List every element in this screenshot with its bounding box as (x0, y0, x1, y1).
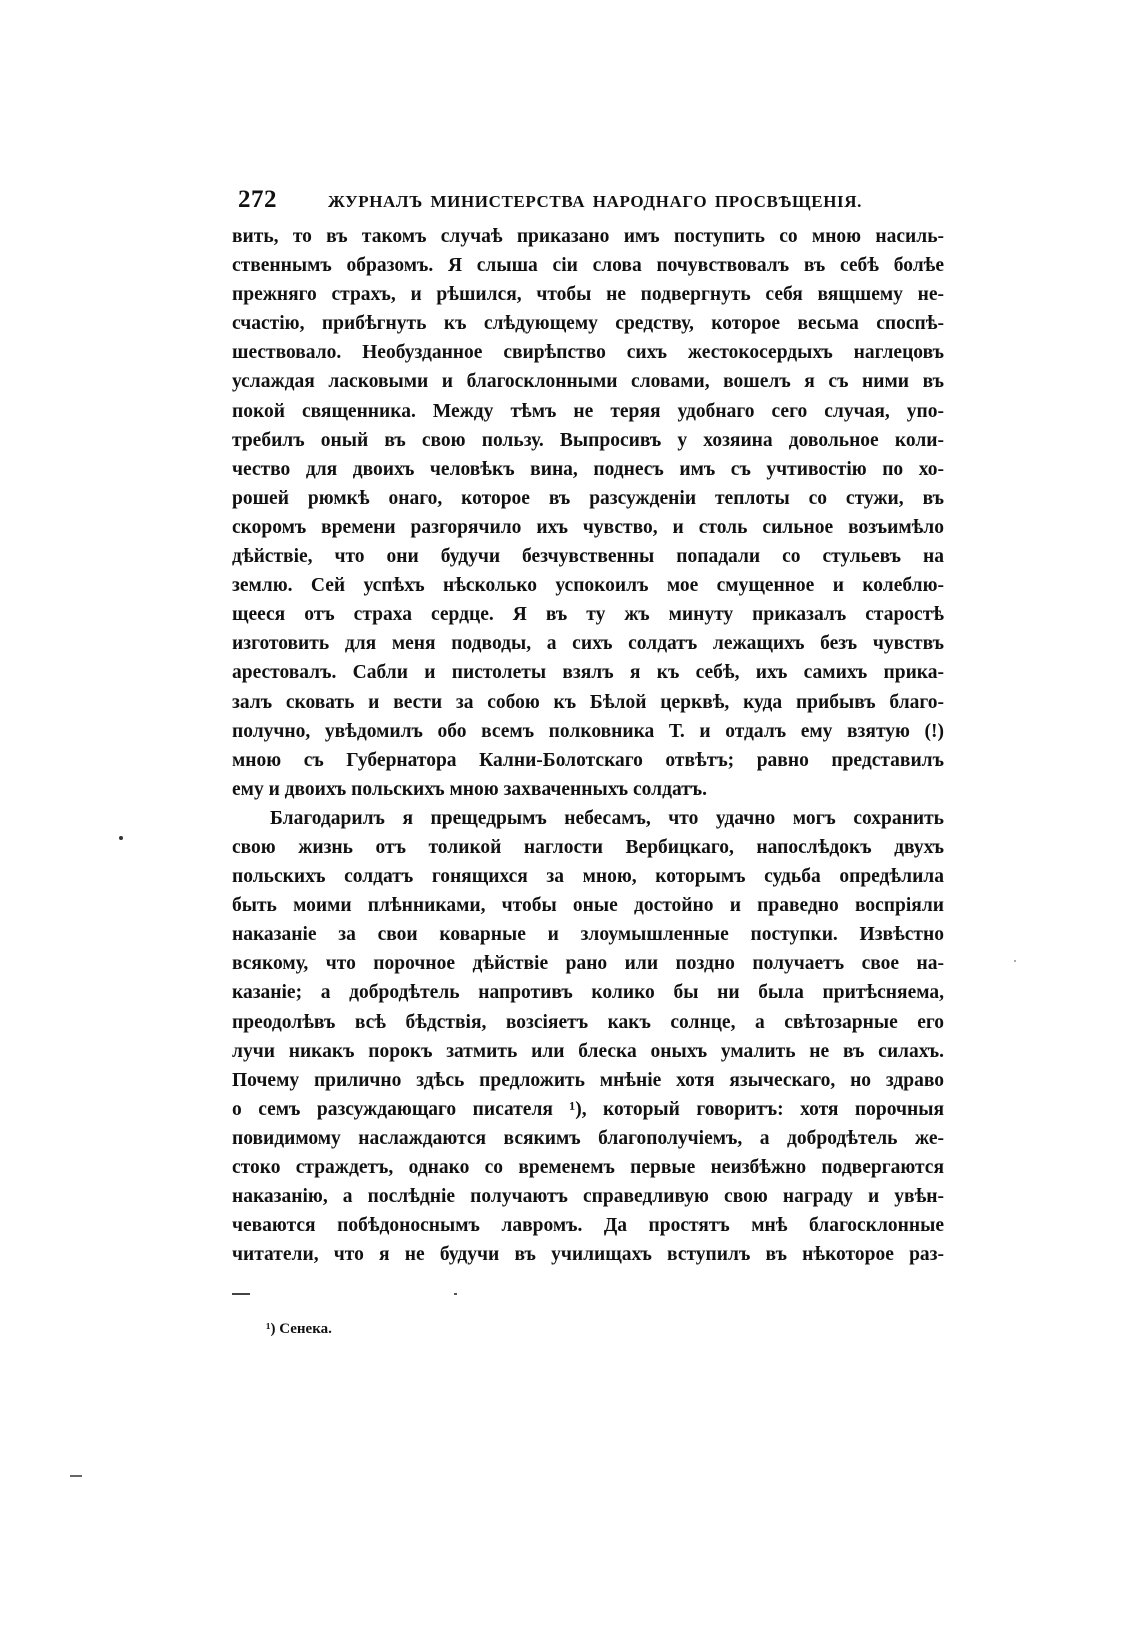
text-line: чество для двоихъ человѣкъ вина, поднесъ имъ съ учтивостію по хо- (232, 458, 944, 480)
text-line: покой священника. Между тѣмъ не теряя удобнаго сего случая, упо- (232, 400, 944, 422)
text-line: землю. Сей успѣхъ нѣсколько успокоилъ мое смущенное и колеблю- (232, 575, 944, 597)
text-line: наказаніе за свои коварные и злоумышленные поступки. Извѣстно (232, 924, 944, 946)
text-line: требилъ оный въ свою пользу. Выпросивъ у хозяина довольное коли- (232, 429, 944, 451)
page-number: 272 (238, 186, 277, 213)
text-line: всякому, что порочное дѣйствіе рано или поздно получаетъ свое на- (232, 953, 944, 975)
page-header (238, 186, 870, 220)
text-line: щееся отъ страха сердце. Я въ ту жъ минуту приказалъ старостѣ (232, 604, 944, 626)
footnote-separator (232, 1293, 250, 1295)
text-line: залъ сковать и вести за собою къ Бѣлой церквѣ, куда прибывъ благо- (232, 691, 944, 713)
text-line: арестовалъ. Сабли и пистолеты взялъ я къ себѣ, ихъ самихъ прика- (232, 662, 944, 684)
text-line: изготовить для меня подводы, а сихъ солдатъ лежащихъ безъ чувствъ (232, 633, 944, 655)
text-line: читатели, что я не будучи въ училищахъ вступилъ въ нѣкоторое раз- (232, 1244, 944, 1266)
footnote: ¹) Сенека. (266, 1321, 332, 1337)
text-line: казаніе; а добродѣтель напротивъ колико бы ни была притѣсняема, (232, 982, 944, 1004)
text-line: Почему прилично здѣсь предложить мнѣніе хотя языческаго, но здраво (232, 1069, 944, 1091)
text-line: о семъ разсуждающаго писателя ¹), который говоритъ: хотя порочныя (232, 1098, 944, 1120)
text-line: счастію, прибѣгнуть къ слѣдующему средству, которое весьма споспѣ- (232, 313, 944, 335)
text-line: Благодарилъ я прещедрымъ небесамъ, что удачно могъ сохранить (270, 807, 944, 829)
text-line: наказанію, а послѣдніе получаютъ справедливую свою награду и увѣн- (232, 1186, 944, 1208)
text-line: повидимому наслаждаются всякимъ благополучіемъ, а добродѣтель же- (232, 1127, 944, 1149)
text-line: рошей рюмкѣ онаго, которое въ разсужденіи теплоты со стужи, въ (232, 487, 944, 509)
body-text (232, 222, 944, 1269)
running-title: ЖУРНАЛЪ МИНИСТЕРСТВА НАРОДНАГО ПРОСВѢЩЕНІЯ. (328, 192, 862, 211)
text-line: скоромъ времени разгорячило ихъ чувство, и столь сильное возъимѣло (232, 516, 944, 538)
scan-speck (119, 836, 123, 840)
text-line: польскихъ солдатъ гонящихся за мною, которымъ судьба опредѣлила (232, 866, 944, 888)
text-line: ственнымъ образомъ. Я слыша сіи слова почувствовалъ въ себѣ болѣе (232, 255, 944, 277)
text-line: шествовало. Необузданное свирѣпство сихъ жестокосердыхъ наглецовъ (232, 342, 944, 364)
text-line: стоко страждетъ, однако со временемъ первые неизбѣжно подвергаются (232, 1157, 944, 1178)
text-line: прежняго страхъ, и рѣшился, чтобы не подвергнуть себя вящшему не- (232, 284, 944, 306)
text-line: чеваются побѣдоноснымъ лавромъ. Да простятъ мнѣ благосклонные (232, 1215, 944, 1237)
text-line: ему и двоихъ польскихъ мною захваченныхъ солдатъ. (232, 778, 708, 800)
text-line: получно, увѣдомилъ обо всемъ полковника Т. и отдалъ ему взятую (!) (232, 720, 944, 742)
text-line: мною съ Губернатора Кални-Болотскаго отвѣтъ; равно представилъ (232, 749, 944, 771)
scan-speck (1014, 960, 1016, 962)
text-line: лучи никакъ порокъ затмить или блеска оныхъ умалить не въ силахъ. (232, 1040, 944, 1062)
text-line: быть моими плѣнниками, чтобы оные достойно и праведно воспріяли (232, 895, 944, 917)
text-line: свою жизнь отъ толикой наглости Вербицкаго, напослѣдокъ двухъ (232, 836, 944, 858)
text-line: преодолѣвъ всѣ бѣдствія, возсіяетъ какъ солнце, а свѣтозарные его (232, 1011, 944, 1033)
text-line: услаждая ласковыми и благосклонными словами, вошелъ я съ ними въ (232, 371, 944, 393)
text-line: вить, то въ такомъ случаѣ приказано имъ поступить со мною насиль- (232, 226, 944, 247)
scan-speck (70, 1475, 82, 1477)
text-line: дѣйствіе, что они будучи безчувственны попадали со стульевъ на (232, 546, 944, 568)
footnote-separator-mark (454, 1293, 457, 1295)
